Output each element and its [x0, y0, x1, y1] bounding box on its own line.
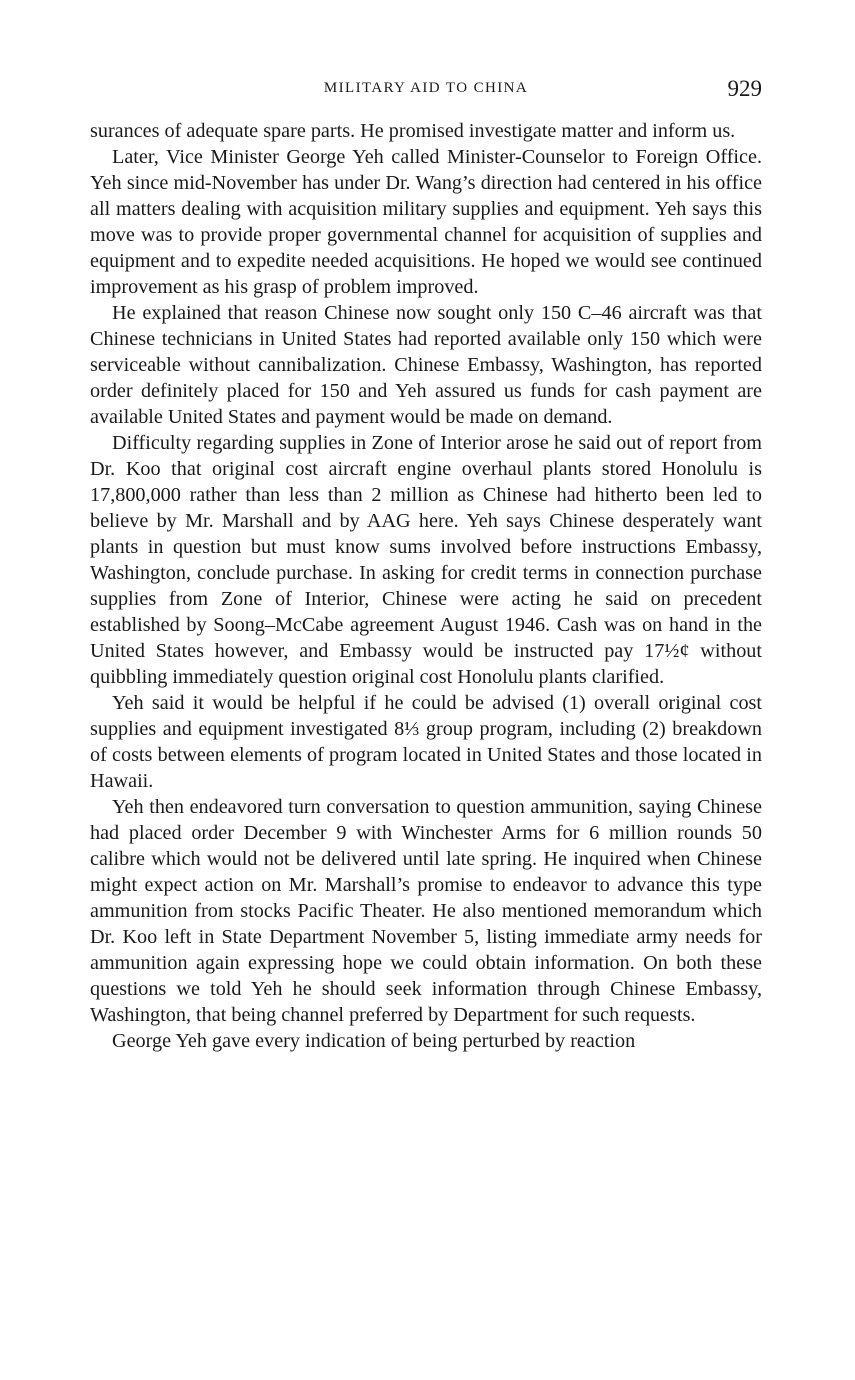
paragraph-vice-minister-yeh: Later, Vice Minister George Yeh called Minister-Counselor to Foreign Office. Yeh since mid-November has under Dr. Wang’s direction had centered in his office all matters dealing with acquisition military supplies and equipment. Yeh says this move was to provide proper governmental channel for acquisition of supplies and equipment and to expedite needed acquisitions. He hoped we would see continued improvement as his grasp of problem improved.: [90, 146, 762, 298]
running-title: MILITARY AID TO CHINA: [323, 80, 529, 96]
paragraph-c46-aircraft: He explained that reason Chinese now sought only 150 C–46 aircraft was that Chinese technicians in United States had reported available only 150 which were serviceable without cannibalization. Chinese Embassy, Washington, has reported order definitely placed for 150 and Yeh assured us funds for cash payment are available United States and payment would be made on demand.: [90, 302, 762, 428]
paragraph-original-cost: Yeh said it would be helpful if he could be advised (1) overall original cost supplies and equipment investigated 8⅓ group program, including (2) breakdown of costs between elements of program located in United States and those located in Hawaii.: [90, 692, 762, 792]
paragraph-ammunition: Yeh then endeavored turn conversation to question ammunition, saying Chinese had placed order December 9 with Winchester Arms for 6 million rounds 50 calibre which would not be delivered until late spring. He inquired when Chinese might expect action on Mr. Marshall’s promise to endeavor to advance this type ammunition from stocks Pacific Theater. He also mentioned memorandum which Dr. Koo left in State Department November 5, listing immediate army needs for ammunition again expressing hope we could obtain information. On both these questions we told Yeh he should seek information through Chinese Embassy, Washington, that being channel preferred by Department for such requests.: [90, 796, 762, 1026]
page-number: 929: [727, 76, 762, 101]
running-head: [90, 76, 762, 102]
paragraph-zone-of-interior: Difficulty regarding supplies in Zone of Interior arose he said out of report from Dr. Koo that original cost aircraft engine overhaul plants stored Honolulu is 17,800,000 rather than less than 2 million as Chinese had hitherto been led to believe by Mr. Marshall and by AAG here. Yeh says Chinese desperately want plants in question but must know sums involved before instructions Embassy, Washington, conclude purchase. In asking for credit terms in connection purchase supplies from Zone of Interior, Chinese were acting he said on precedent established by Soong–McCabe agreement August 1946. Cash was on hand in the United States however, and Embassy would be instructed pay 17½¢ without quibbling immediately question original cost Honolulu plants clarified.: [90, 432, 762, 688]
body-text: [90, 118, 762, 1054]
paragraph-continued: surances of adequate spare parts. He promised investigate matter and inform us.: [90, 120, 736, 142]
paragraph-george-yeh: George Yeh gave every indication of being perturbed by reaction: [112, 1030, 636, 1052]
